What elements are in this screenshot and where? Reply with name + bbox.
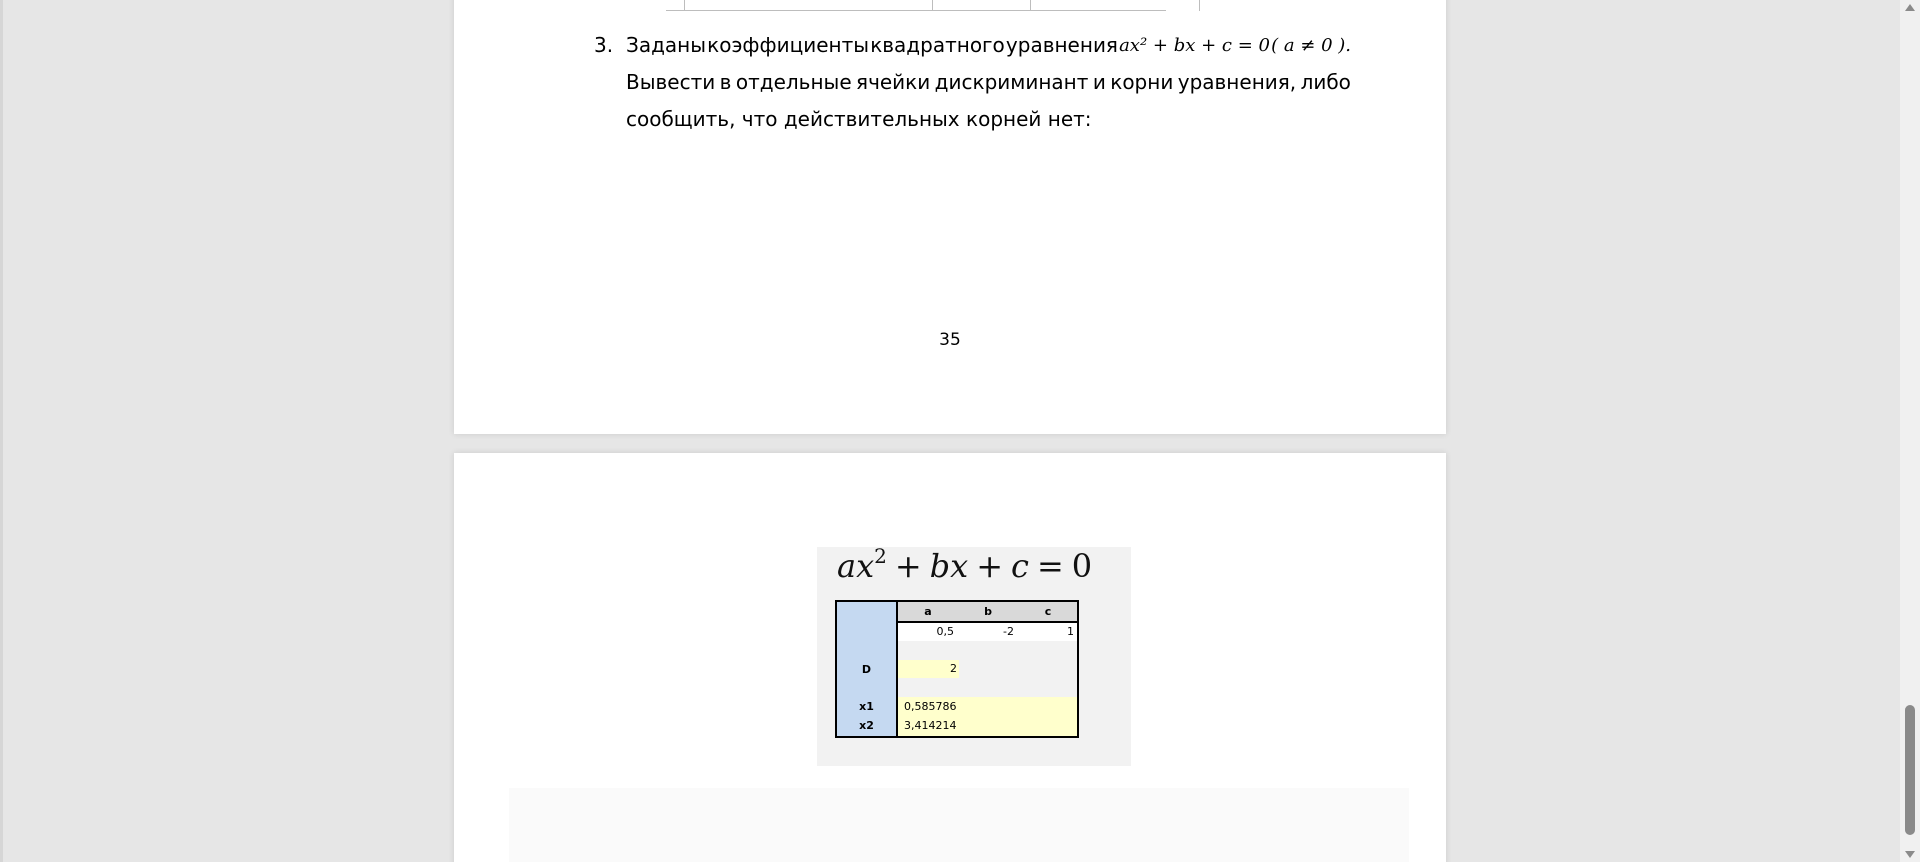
table-grid-line [1199, 0, 1200, 11]
word: квадратного [870, 33, 1005, 57]
x1-value: 0,585786 [904, 700, 957, 713]
discriminant-value: 2 [950, 662, 957, 675]
discriminant-cell [898, 660, 959, 678]
header-a: a [924, 605, 932, 618]
formula-term: bx [929, 547, 969, 585]
table-grid-line [932, 0, 933, 11]
spreadsheet-table [835, 600, 1079, 738]
scroll-thumb[interactable] [1905, 705, 1915, 835]
quadratic-formula [837, 544, 1093, 585]
values-row [898, 623, 1077, 641]
x2-value: 3,414214 [904, 719, 957, 732]
d-label: D [861, 663, 872, 676]
word: ячейки [856, 70, 931, 94]
roots-cells [898, 697, 1077, 736]
table-grid-line [1030, 0, 1031, 11]
task-line-2 [626, 64, 1351, 101]
table-grid-line [684, 0, 685, 11]
word: в [719, 70, 732, 94]
table-grid-line [666, 10, 1166, 11]
document-page-36 [454, 453, 1446, 862]
value-c: 1 [1067, 625, 1074, 638]
header-row [898, 602, 1077, 623]
page-number: 35 [939, 330, 961, 350]
word: и [1092, 70, 1106, 94]
inline-formula: ax² + bx + c = 0 [1119, 35, 1270, 56]
word: корни [1110, 70, 1174, 94]
value-a: 0,5 [936, 625, 954, 638]
word: отдельные [735, 70, 852, 94]
word: дискриминант [934, 70, 1089, 94]
header-b: b [984, 605, 992, 618]
formula-operator: = [1036, 547, 1064, 585]
formula-term: 0 [1071, 547, 1093, 585]
task-line-3: сообщить, что действительных корней нет: [626, 107, 1092, 131]
word: уравнения, [1177, 70, 1297, 94]
formula-operator: + [976, 547, 1004, 585]
task-number: 3. [594, 33, 614, 57]
formula-term: c [1011, 547, 1029, 585]
left-border [0, 0, 3, 862]
vertical-scrollbar[interactable] [1900, 0, 1920, 862]
value-b: -2 [1003, 625, 1014, 638]
word: Вывести [626, 70, 716, 94]
formula-exponent: 2 [874, 544, 887, 568]
formula-operator: + [894, 547, 922, 585]
word: либо [1300, 70, 1351, 94]
x2-label: x2 [859, 719, 874, 732]
x1-label: x1 [859, 700, 874, 713]
word: уравнения [1005, 33, 1118, 57]
scroll-down-icon[interactable] [1905, 851, 1915, 858]
task-line-1 [626, 27, 1351, 64]
formula-term: ax [837, 547, 875, 585]
inline-condition: ( a ≠ 0 ). [1271, 35, 1351, 56]
header-c: c [1044, 605, 1052, 618]
spreadsheet-figure [817, 544, 1131, 766]
task-text [626, 27, 1351, 138]
word: коэффициенты [707, 33, 870, 57]
faint-content-block [509, 788, 1409, 862]
word: Заданы [626, 33, 707, 57]
document-page-35 [454, 0, 1446, 434]
scroll-up-icon[interactable] [1905, 4, 1915, 11]
